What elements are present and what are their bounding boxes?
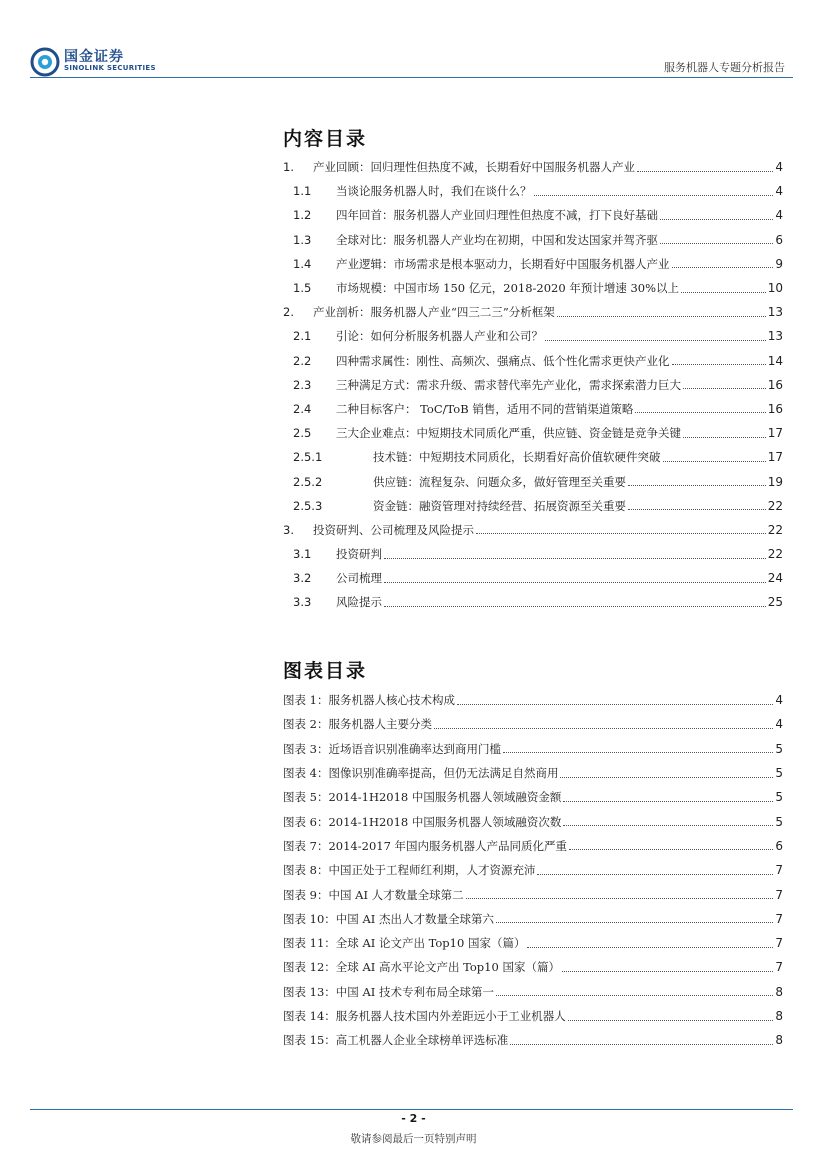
toc-heading: 内容目录 [283, 128, 368, 150]
figure-leader-dots [562, 971, 773, 972]
figure-item-title: 图像识别准确率提高，但仍无法满足自然商用 [328, 766, 559, 781]
figure-item[interactable] [283, 931, 783, 955]
toc-item-title: 供应链：流程复杂、问题众多，做好管理至关重要 [373, 474, 626, 489]
toc-item-title: 市场规模：中国市场 150 亿元，2018-2020 年预计增速 30%以上 [336, 281, 680, 296]
figure-item[interactable] [283, 907, 783, 931]
figure-item[interactable] [283, 882, 783, 906]
toc-leader-dots [660, 219, 773, 220]
page-header [0, 0, 827, 80]
toc-item-number: 2.1 [293, 329, 312, 344]
figures-list [283, 688, 783, 1052]
toc-item-number: 2.2 [293, 353, 312, 368]
toc-item-number: 3.1 [293, 547, 312, 562]
toc-item[interactable] [283, 252, 783, 276]
figure-item-title: 全球 AI 高水平论文产出 Top10 国家（篇） [335, 960, 560, 975]
figure-item-page: 8 [775, 1033, 783, 1048]
toc-item-title: 投资研判 [336, 547, 382, 562]
figure-leader-dots [563, 825, 773, 826]
figure-item-title: 2014-1H2018 中国服务机器人领域融资次数 [328, 814, 562, 829]
figure-item-label: 图表 4： [283, 766, 329, 781]
figure-item-label: 图表 1： [283, 693, 329, 708]
figure-leader-dots [560, 777, 773, 778]
toc-item-number: 1.4 [293, 256, 312, 271]
toc-item-title: 引论：如何分析服务机器人产业和公司？ [336, 329, 543, 344]
logo-text-cn: 国金证券 [64, 49, 124, 65]
toc-item-title: 产业逻辑：市场需求是根本驱动力，长期看好中国服务机器人产业 [336, 256, 670, 271]
toc-leader-dots [672, 267, 774, 268]
toc-item-page: 4 [775, 160, 783, 175]
figure-item[interactable] [283, 785, 783, 809]
figure-item[interactable] [283, 712, 783, 736]
figure-leader-dots [503, 752, 773, 753]
figure-item-title: 中国 AI 技术专利布局全球第一 [335, 984, 494, 999]
toc-item-page: 16 [767, 401, 783, 416]
toc-item-page: 17 [767, 426, 783, 441]
figure-item-page: 4 [775, 693, 783, 708]
logo-mark-icon [30, 47, 60, 77]
figure-item[interactable] [283, 809, 783, 833]
figure-item-label: 图表 9： [283, 887, 329, 902]
toc-item-number: 2.3 [293, 377, 312, 392]
figures-heading: 图表目录 [283, 660, 368, 682]
toc-item-page: 24 [767, 571, 783, 586]
figure-item-title: 2014-2017 年国内服务机器人产品同质化严重 [328, 838, 568, 853]
figure-item[interactable] [283, 737, 783, 761]
figure-item-page: 7 [775, 887, 783, 902]
toc-item-title: 三大企业难点：中短期技术同质化严重，供应链、资金链是竞争关键 [336, 426, 681, 441]
toc-item[interactable] [283, 324, 783, 348]
figure-item-label: 图表 5： [283, 790, 329, 805]
toc-item-page: 10 [767, 281, 783, 296]
toc-item[interactable] [283, 373, 783, 397]
toc-item-page: 16 [767, 377, 783, 392]
figure-leader-dots [434, 728, 773, 729]
figure-item-page: 7 [775, 960, 783, 975]
figure-item-label: 图表 12： [283, 960, 336, 975]
toc-item[interactable] [283, 276, 783, 300]
figure-item-page: 8 [775, 1009, 783, 1023]
toc-item[interactable] [283, 349, 783, 373]
figure-leader-dots [537, 874, 773, 875]
toc-item-title: 公司梳理 [336, 571, 382, 586]
toc-item-title: 三种满足方式：需求升级、需求替代率先产业化，需求探索潜力巨大 [336, 377, 681, 392]
toc-leader-dots [681, 292, 766, 293]
footer-disclaimer: 敬请参阅最后一页特别声明 [350, 1133, 477, 1145]
toc-item-number: 1.3 [293, 232, 312, 247]
figure-item-title: 服务机器人主要分类 [328, 717, 432, 732]
toc-item-number: 1.1 [293, 184, 312, 199]
figure-leader-dots [510, 1044, 773, 1045]
toc-item-number: 2.5 [293, 426, 312, 441]
toc-item-title: 资金链：融资管理对持续经营、拓展资源至关重要 [373, 498, 626, 513]
toc-item-number: 2.5.3 [293, 498, 323, 513]
figure-item-label: 图表 10： [283, 911, 336, 926]
figure-item-title: 2014-1H2018 中国服务机器人领域融资金额 [328, 790, 562, 805]
toc-item-page: 13 [767, 329, 783, 344]
figure-item-page: 6 [775, 838, 783, 853]
toc-item-page: 17 [767, 450, 783, 465]
toc-item[interactable] [283, 228, 783, 252]
toc-leader-dots [683, 437, 766, 438]
toc-item-page: 22 [767, 547, 783, 562]
figure-item-page: 4 [775, 717, 783, 732]
toc-item-title: 产业回顾：回归理性但热度不减，长期看好中国服务机器人产业 [313, 160, 635, 175]
toc-item-title: 二种目标客户： ToC/ToB 销售，适用不同的营销渠道策略 [336, 401, 634, 416]
toc-leader-dots [628, 485, 766, 486]
figure-leader-dots [496, 922, 773, 923]
toc-item[interactable] [283, 494, 783, 518]
toc-leader-dots [683, 388, 766, 389]
figure-leader-dots [563, 801, 773, 802]
figure-item-title: 中国 AI 人才数量全球第二 [328, 887, 464, 902]
toc-list [283, 155, 783, 615]
toc-leader-dots [663, 461, 766, 462]
figure-item-title: 服务机器人核心技术构成 [328, 693, 455, 708]
figure-item-page: 5 [775, 766, 783, 781]
toc-item-page: 9 [775, 256, 783, 271]
toc-item-page: 22 [767, 498, 783, 513]
toc-item-number: 3.2 [293, 571, 312, 586]
figure-item-label: 图表 14： [283, 1009, 336, 1023]
figure-item-title: 高工机器人企业全球榜单评选标准 [335, 1033, 509, 1048]
company-logo [30, 46, 180, 78]
toc-item[interactable] [283, 542, 783, 566]
figure-leader-dots [466, 898, 774, 899]
figure-item[interactable] [283, 858, 783, 882]
figure-item-page: 7 [775, 911, 783, 926]
figure-item[interactable] [283, 688, 783, 712]
toc-item[interactable] [283, 155, 783, 179]
figure-item-label: 图表 3： [283, 741, 329, 756]
toc-item[interactable] [283, 590, 783, 614]
report-title: 服务机器人专题分析报告 [664, 61, 785, 74]
toc-item-title: 投资研判、公司梳理及风险提示 [313, 522, 474, 537]
toc-item-page: 4 [775, 208, 783, 223]
figure-item[interactable] [283, 980, 783, 1004]
figure-item-label: 图表 6： [283, 814, 329, 829]
toc-leader-dots [635, 412, 765, 413]
toc-leader-dots [476, 533, 766, 534]
toc-leader-dots [637, 171, 773, 172]
figure-item-title: 中国正处于工程师红利期，人才资源充沛 [328, 863, 536, 878]
figure-item-page: 7 [775, 863, 783, 878]
toc-item[interactable] [283, 300, 783, 324]
toc-leader-dots [672, 364, 766, 365]
figure-leader-dots [457, 704, 773, 705]
figure-item[interactable] [283, 834, 783, 858]
logo-text-en: SINOLINK SECURITIES [64, 64, 156, 72]
toc-item-title: 技术链：中短期技术同质化，长期看好高价值软硬件突破 [373, 450, 661, 465]
figure-item-page: 5 [775, 814, 783, 829]
figure-item[interactable] [283, 761, 783, 785]
figure-leader-dots [527, 947, 773, 948]
toc-item-page: 4 [775, 184, 783, 199]
figure-item-page: 5 [775, 741, 783, 756]
toc-item[interactable] [283, 203, 783, 227]
toc-leader-dots [660, 243, 773, 244]
toc-item[interactable] [283, 566, 783, 590]
toc-item-title: 全球对比：服务机器人产业均在初期，中国和发达国家并驾齐驱 [336, 232, 658, 247]
toc-item-number: 1.2 [293, 208, 312, 223]
toc-leader-dots [384, 606, 766, 607]
figure-item-title: 近场语音识别准确率达到商用门槛 [328, 741, 501, 756]
toc-item-page: 22 [767, 522, 783, 537]
toc-item-number: 1.5 [293, 281, 312, 296]
figure-item-label: 图表 7： [283, 838, 329, 853]
toc-item-title: 四种需求属性：刚性、高频次、强痛点、低个性化需求更快产业化 [336, 353, 670, 368]
toc-item-number: 3. [283, 522, 294, 537]
toc-leader-dots [534, 195, 774, 196]
toc-item-page: 14 [767, 353, 783, 368]
figure-item-title: 服务机器人技术国内外差距远小于工业机器人 [335, 1009, 566, 1023]
figure-item-page: 5 [775, 790, 783, 805]
toc-leader-dots [384, 558, 766, 559]
figure-item-label: 图表 2： [283, 717, 329, 732]
toc-item-title: 当谈论服务机器人时，我们在谈什么？ [336, 184, 532, 199]
header-divider [30, 77, 793, 78]
toc-item-number: 2. [283, 305, 294, 320]
toc-item-page: 13 [767, 305, 783, 320]
figure-leader-dots [569, 849, 773, 850]
toc-item[interactable] [283, 445, 783, 469]
toc-item-number: 1. [283, 160, 294, 175]
toc-leader-dots [384, 582, 766, 583]
figure-item[interactable] [283, 1028, 783, 1052]
toc-item-page: 25 [767, 595, 783, 610]
figure-item-page: 8 [775, 984, 783, 999]
figure-item-page: 7 [775, 936, 783, 951]
toc-leader-dots [628, 509, 766, 510]
toc-item-number: 2.5.2 [293, 474, 323, 489]
toc-leader-dots [557, 316, 766, 317]
figure-item-title: 中国 AI 杰出人才数量全球第六 [335, 911, 494, 926]
toc-item-title: 产业剖析：服务机器人产业“四三二三”分析框架 [313, 305, 555, 320]
figure-item-label: 图表 8： [283, 863, 329, 878]
toc-item-title: 四年回首：服务机器人产业回归理性但热度不减，打下良好基础 [336, 208, 658, 223]
toc-item-page: 19 [767, 474, 783, 489]
figure-item-label: 图表 13： [283, 984, 336, 999]
toc-item[interactable] [283, 421, 783, 445]
toc-item-page: 6 [775, 232, 783, 247]
figure-item[interactable] [283, 1004, 783, 1028]
figure-leader-dots [496, 995, 773, 996]
toc-leader-dots [545, 340, 766, 341]
toc-item[interactable] [283, 397, 783, 421]
figure-item-title: 全球 AI 论文产出 Top10 国家（篇） [335, 936, 526, 951]
figure-leader-dots [568, 1020, 774, 1021]
toc-item-title: 风险提示 [336, 595, 382, 610]
figure-item-label: 图表 11： [283, 936, 336, 951]
figure-item[interactable] [283, 955, 783, 979]
footer-divider [30, 1109, 793, 1110]
toc-item-number: 3.3 [293, 595, 312, 610]
toc-item[interactable] [283, 518, 783, 542]
figure-item-label: 图表 15： [283, 1033, 336, 1048]
toc-item[interactable] [283, 179, 783, 203]
toc-item[interactable] [283, 469, 783, 493]
page-number: - 2 - [401, 1112, 426, 1125]
toc-item-number: 2.4 [293, 401, 312, 416]
toc-item-number: 2.5.1 [293, 450, 323, 465]
